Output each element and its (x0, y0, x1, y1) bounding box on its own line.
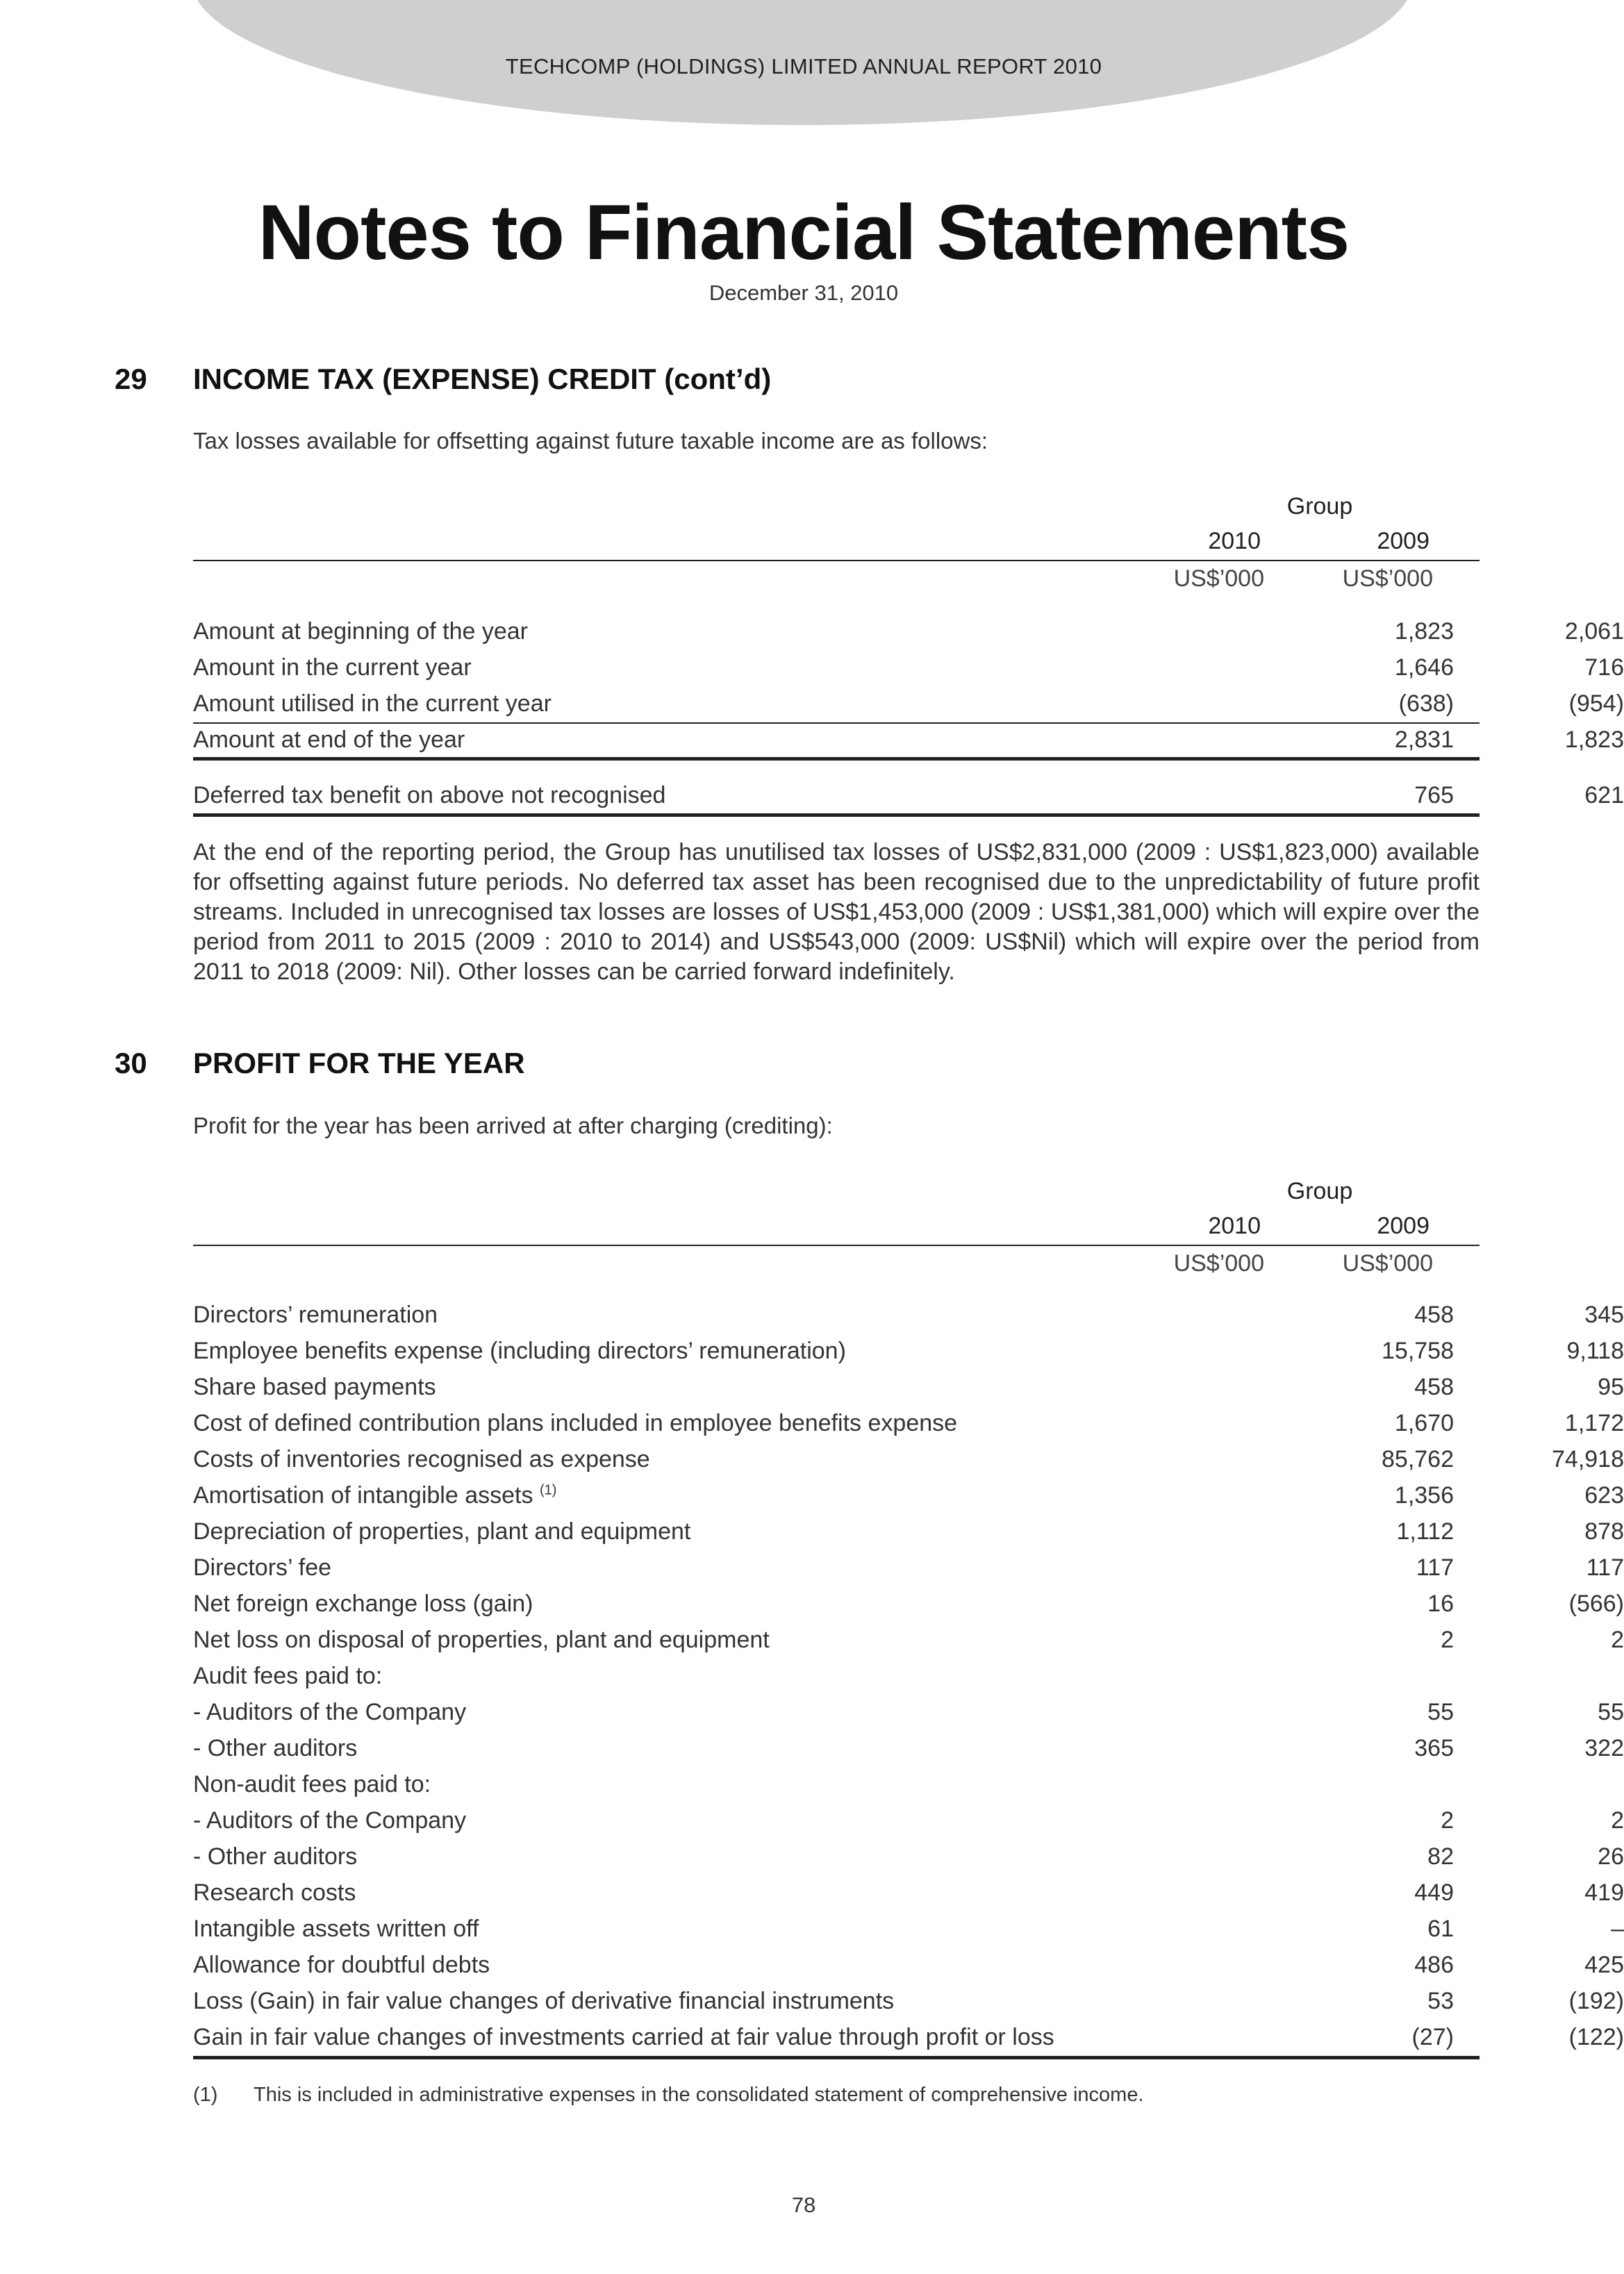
row-value-2009: 55 (1598, 1699, 1624, 1725)
footnote-text: This is included in administrative expenses in the consolidated statement of comprehensive income. (254, 2084, 1144, 2106)
table-row (193, 1338, 1624, 1374)
row-value-2010: 1,112 (1396, 1518, 1454, 1545)
row-value-2010: 55 (1427, 1699, 1454, 1725)
row-value-2010: 2 (1441, 1807, 1454, 1834)
row-value-2009: 2 (1611, 1807, 1624, 1834)
footnote-reference: (1) (539, 1482, 557, 1498)
row-value-2009: 1,823 (1564, 727, 1624, 753)
row-label: Share based payments (193, 1374, 436, 1400)
section-30-unit-2009: US$’000 (1342, 1250, 1433, 1277)
row-label-with-footnote (193, 1482, 556, 1509)
row-label: Amount in the current year (193, 654, 472, 681)
row-value-2010: 2 (1441, 1627, 1454, 1653)
row-label: Directors’ remuneration (193, 1302, 438, 1328)
row-value-2009: 26 (1598, 1843, 1624, 1870)
row-value-2009: 623 (1584, 1482, 1624, 1509)
row-value-2010: 82 (1427, 1843, 1454, 1870)
section-29-group-header: Group (1286, 493, 1353, 520)
section-30-title: PROFIT FOR THE YEAR (193, 1047, 525, 1079)
section-29-year-2009: 2009 (1377, 528, 1430, 554)
table-row (193, 1410, 1624, 1446)
page-date: December 31, 2010 (709, 281, 899, 305)
row-value-2010: 53 (1427, 1988, 1454, 2014)
row-label: Allowance for doubtful debts (193, 1952, 490, 1978)
section-30-header-rule (193, 1245, 1480, 1246)
row-value-2010: 1,670 (1394, 1410, 1454, 1436)
report-title: TECHCOMP (HOLDINGS) LIMITED ANNUAL REPORT 2010 (505, 54, 1102, 78)
section-29-header-rule (193, 560, 1480, 561)
row-value-2009: 2,061 (1564, 618, 1624, 645)
section-29-year-2010: 2010 (1208, 528, 1261, 554)
section-29-total-rule (193, 757, 1480, 761)
row-label: Audit fees paid to: (193, 1663, 383, 1689)
section-29-unit-2009: US$’000 (1342, 565, 1433, 592)
row-value-2010: 2,831 (1394, 727, 1454, 753)
row-value-2010: 458 (1414, 1374, 1454, 1400)
row-value-2010: 458 (1414, 1302, 1454, 1328)
row-value-2010: 1,823 (1394, 618, 1454, 645)
section-29-subtotal-rule (193, 722, 1480, 724)
table-row (193, 1554, 1624, 1591)
row-label: Net foreign exchange loss (gain) (193, 1591, 533, 1617)
table-row (193, 1916, 1624, 1952)
row-value-2009: (192) (1568, 1988, 1624, 2014)
row-value-2010: (27) (1411, 2024, 1454, 2050)
row-value-2010: 365 (1414, 1735, 1454, 1761)
row-value-2009: (954) (1568, 690, 1624, 717)
table-row (193, 1374, 1624, 1410)
row-label: - Auditors of the Company (193, 1807, 467, 1834)
row-label: - Auditors of the Company (193, 1699, 467, 1725)
row-label: Net loss on disposal of properties, plant and equipment (193, 1627, 770, 1653)
table-row (193, 618, 1624, 654)
row-value-2010: 61 (1427, 1916, 1454, 1942)
page-title: Notes to Financial Statements (258, 189, 1350, 276)
row-value-2009: – (1611, 1916, 1624, 1942)
row-value-2009: 621 (1584, 782, 1624, 808)
row-label: Intangible assets written off (193, 1916, 479, 1942)
table-row (193, 1988, 1624, 2024)
page-number: 78 (791, 2193, 816, 2217)
table-row (193, 1771, 1480, 1807)
table-row (193, 1446, 1624, 1482)
section-30-unit-2010: US$’000 (1173, 1250, 1264, 1277)
row-value-2009: 345 (1584, 1302, 1624, 1328)
row-label: - Other auditors (193, 1735, 358, 1761)
row-label: Depreciation of properties, plant and equipment (193, 1518, 691, 1545)
row-label: Amount utilised in the current year (193, 690, 552, 717)
row-value-2010: 449 (1414, 1879, 1454, 1906)
row-value-2010: 15,758 (1382, 1338, 1454, 1364)
row-value-2010: 85,762 (1382, 1446, 1454, 1472)
row-label: Loss (Gain) in fair value changes of derivative financial instruments (193, 1988, 895, 2014)
row-value-2009: (122) (1568, 2024, 1624, 2050)
section-29-intro: Tax losses available for offsetting against future taxable income are as follows: (193, 428, 988, 454)
row-label: Directors’ fee (193, 1554, 332, 1581)
table-row (193, 1518, 1624, 1554)
table-row (193, 1735, 1624, 1771)
table-row (193, 1482, 1624, 1518)
row-label: Employee benefits expense (including directors’ remuneration) (193, 1338, 846, 1364)
table-row (193, 1663, 1480, 1699)
section-29-number: 29 (115, 363, 147, 395)
row-value-2009: 74,918 (1552, 1446, 1624, 1472)
table-row (193, 1591, 1624, 1627)
row-value-2009: 95 (1598, 1374, 1624, 1400)
row-value-2009: 419 (1584, 1879, 1624, 1906)
section-30-bottom-rule (193, 2056, 1480, 2059)
row-value-2009: 2 (1611, 1627, 1624, 1653)
row-value-2009: 425 (1584, 1952, 1624, 1978)
row-value-2009: 1,172 (1564, 1410, 1624, 1436)
section-30-group-header: Group (1286, 1178, 1353, 1204)
footnote-mark: (1) (193, 2084, 218, 2106)
row-label: Amortisation of intangible assets (193, 1482, 533, 1509)
row-label: Amount at end of the year (193, 727, 465, 753)
table-row (193, 1302, 1624, 1338)
row-value-2010: 765 (1414, 782, 1454, 808)
row-value-2009: 9,118 (1566, 1338, 1624, 1364)
row-value-2010: 1,356 (1394, 1482, 1454, 1509)
table-row (193, 1843, 1624, 1879)
row-label: - Other auditors (193, 1843, 358, 1870)
section-29-title: INCOME TAX (EXPENSE) CREDIT (cont’d) (193, 363, 772, 395)
row-label: Deferred tax benefit on above not recognised (193, 782, 666, 808)
section-29-unit-2010: US$’000 (1173, 565, 1264, 592)
section-29-bottom-rule (193, 813, 1480, 817)
table-row (193, 654, 1624, 690)
table-row (193, 690, 1624, 727)
section-30-year-2009: 2009 (1377, 1213, 1430, 1239)
row-value-2009: 117 (1586, 1554, 1624, 1581)
row-value-2009: (566) (1568, 1591, 1624, 1617)
section-30-year-2010: 2010 (1208, 1213, 1261, 1239)
table-row (193, 1699, 1624, 1735)
row-value-2010: (638) (1398, 690, 1454, 717)
section-29-paragraph: At the end of the reporting period, the Group has unutilised tax losses of US$2,831,000 (2009 : US$1,823,000) available for offsetting against future periods. No deferred tax asset has been recognised due to the unpredictability of future profit streams. Included in unrecognised tax losses are losses of US$1,453,000 (2009 : US$1,381,000) which will expire over the period from 2011 to 2015 (2009 : 2010 to 2014) and US$543,000 (2009: US$Nil) which will expire over the period from 2011 to 2018 (2009: Nil). Other losses can be carried forward indefinitely. (193, 839, 1480, 985)
row-label: Cost of defined contribution plans included in employee benefits expense (193, 1410, 958, 1436)
row-label: Gain in fair value changes of investments carried at fair value through profit or loss (193, 2024, 1054, 2050)
row-label: Research costs (193, 1879, 356, 1906)
row-value-2010: 16 (1427, 1591, 1454, 1617)
row-label: Amount at beginning of the year (193, 618, 528, 645)
row-value-2010: 117 (1416, 1554, 1454, 1581)
table-row (193, 2024, 1624, 2060)
row-value-2009: 878 (1584, 1518, 1624, 1545)
row-value-2009: 716 (1584, 654, 1624, 681)
section-30-number: 30 (115, 1047, 147, 1079)
table-row (193, 1952, 1624, 1988)
table-row (193, 1807, 1624, 1843)
section-30-intro: Profit for the year has been arrived at after charging (crediting): (193, 1113, 833, 1138)
row-label: Non-audit fees paid to: (193, 1771, 431, 1798)
row-label: Costs of inventories recognised as expense (193, 1446, 650, 1472)
table-row (193, 1879, 1624, 1916)
row-value-2010: 1,646 (1394, 654, 1454, 681)
row-value-2009: 322 (1584, 1735, 1624, 1761)
table-row (193, 1627, 1624, 1663)
row-value-2010: 486 (1414, 1952, 1454, 1978)
